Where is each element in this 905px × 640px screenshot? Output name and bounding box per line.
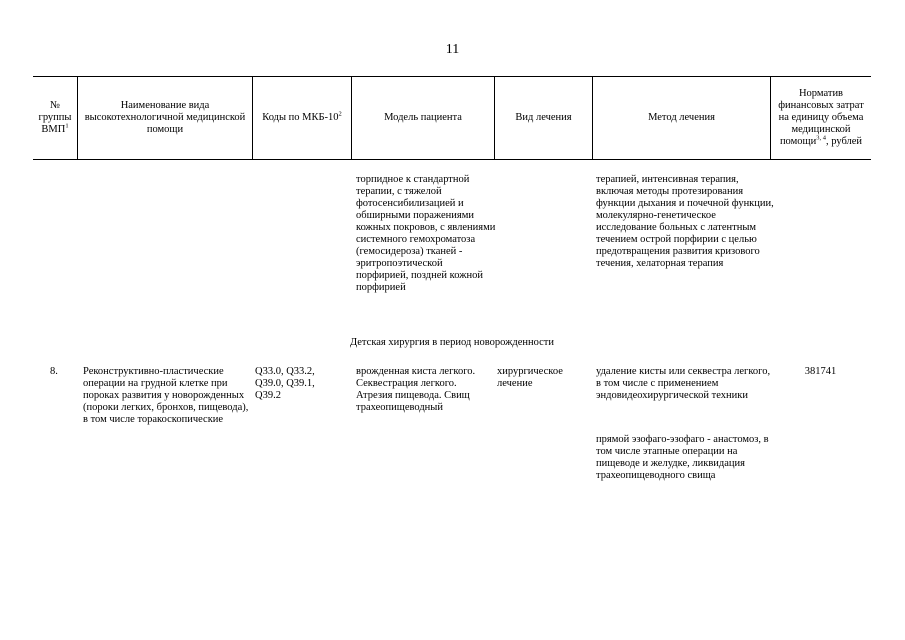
- page-number: 11: [445, 42, 460, 57]
- section-title: Детская хирургия в период новорожденности: [349, 337, 554, 348]
- row-patient-model: врожденная киста легкого. Секвестрация легкого. Атрезия пищевода. Свищ трахеопищеводный: [356, 366, 476, 413]
- continuation-method: терапией, интенсивная терапия, включая методы протезирования функции дыхания и почечной функции, молекулярно-генетическое исследование больных с латентным течением острой порфирии с целью предотвращения развития кризового течения, хелаторная терапия: [596, 174, 774, 269]
- row-group-number: 8.: [50, 366, 58, 377]
- header-treatment-method: Метод лечения: [592, 77, 770, 159]
- row-care-type-name: Реконструктивно-пластические операции на грудной клетке при пороках развития у новорожденных (пороки легких, бронхов, пищевода), в том числе торакоскопические: [83, 366, 249, 425]
- header-bottom-rule: [33, 159, 871, 160]
- header-icd-codes: Коды по МКБ-$10^2$: [252, 77, 351, 159]
- row-cost: 381741: [804, 366, 837, 377]
- header-treatment-type: Вид лечения: [494, 77, 592, 159]
- row-treatment-type: хирургическое лечение: [497, 366, 563, 389]
- row-method-1: удаление кисты или секвестра легкого, в том числе с применением эндовидеохирургической техники: [596, 366, 771, 401]
- header-patient-model: Модель пациента: [351, 77, 494, 159]
- row-icd-codes: Q33.0, Q33.2, Q39.0, Q39.1, Q39.2: [255, 366, 315, 401]
- continuation-patient-model: торпидное к стандартной терапии, с тяжелой фотосенсибилизацией и обширными поражениями кожных покровов, с явлениями системного гемохроматоза (гемосидероза) тканей - эритропоэтической порфирией, поздней кожной порфирией: [356, 174, 496, 293]
- header-group-number: № группы ВМП$^1$: [38, 100, 72, 135]
- row-method-2: прямой эзофаго-эзофаго - анастомоз, в том числе этапные операции на пищеводе и желудке, ликвидация трахеопищеводного свища: [596, 434, 769, 481]
- header-care-type-name: Наименование вида высокотехнологичной медицинской помощи: [77, 77, 252, 159]
- header-cost-standard: Норматив финансовых затрат на единицу объема медицинской помощи$^{3, 4}$, рублей: [770, 77, 871, 159]
